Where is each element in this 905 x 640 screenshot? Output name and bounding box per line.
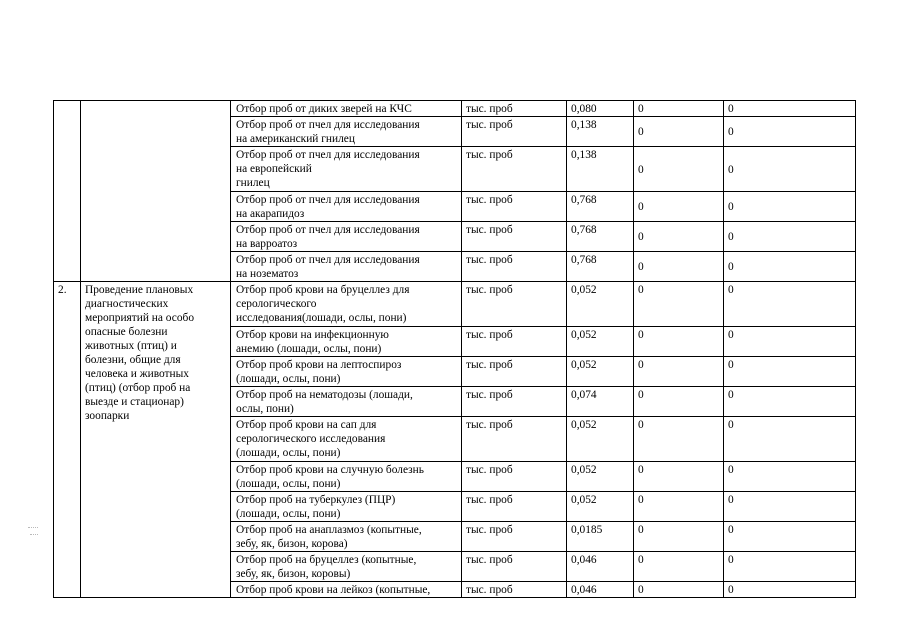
value-cell: 0,052	[567, 462, 634, 492]
col6-cell: 0	[724, 357, 856, 387]
unit-cell: тыс. проб	[462, 147, 567, 192]
unit-cell: тыс. проб	[462, 492, 567, 522]
col6-cell: 0	[724, 327, 856, 357]
description-cell: Отбор проб от пчел для исследования на американский гнилец	[231, 117, 462, 147]
value-cell: 0,052	[567, 417, 634, 462]
value-cell: 0,138	[567, 147, 634, 192]
description-cell: Отбор проб от пчел для исследования на акарапидоз	[231, 192, 462, 222]
unit-cell: тыс. проб	[462, 387, 567, 417]
col5-cell: 0	[634, 327, 724, 357]
value-cell: 0,080	[567, 101, 634, 117]
row-number-cell	[54, 101, 81, 282]
value-cell: 0,046	[567, 552, 634, 582]
unit-cell: тыс. проб	[462, 522, 567, 552]
description-cell: Отбор крови на инфекционную анемию (лошади, ослы, пони)	[231, 327, 462, 357]
value-cell: 0,768	[567, 222, 634, 252]
col6-cell: 0	[724, 417, 856, 462]
col5-cell: 0	[634, 492, 724, 522]
scan-artifact	[30, 534, 38, 536]
value-cell: 0,052	[567, 492, 634, 522]
group-cell: Проведение плановых диагностических мероприятий на особо опасные болезни животных (птиц) и болезни, общие для человека и животных (птиц) (отбор проб на выезде и стационар) зоопарки	[81, 282, 231, 598]
col6-cell: 0	[724, 252, 856, 282]
value-cell: 0,0185	[567, 522, 634, 552]
description-cell: Отбор проб на нематодозы (лошади, ослы, пони)	[231, 387, 462, 417]
col5-cell: 0	[634, 462, 724, 492]
col5-cell: 0	[634, 222, 724, 252]
value-cell: 0,052	[567, 282, 634, 327]
value-cell: 0,074	[567, 387, 634, 417]
value-cell: 0,768	[567, 252, 634, 282]
col5-cell: 0	[634, 387, 724, 417]
col5-cell: 0	[634, 582, 724, 598]
description-cell: Отбор проб от диких зверей на КЧС	[231, 101, 462, 117]
col5-cell: 0	[634, 282, 724, 327]
description-cell: Отбор проб крови на бруцеллез для серологического исследования(лошади, ослы, пони)	[231, 282, 462, 327]
col6-cell: 0	[724, 462, 856, 492]
row-number-cell: 2.	[54, 282, 81, 598]
data-table	[53, 100, 856, 598]
description-cell: Отбор проб на туберкулез (ПЦР) (лошади, ослы, пони)	[231, 492, 462, 522]
unit-cell: тыс. проб	[462, 582, 567, 598]
scan-artifact	[28, 527, 38, 529]
description-cell: Отбор проб крови на лейкоз (копытные,	[231, 582, 462, 598]
unit-cell: тыс. проб	[462, 327, 567, 357]
description-cell: Отбор проб от пчел для исследования на варроатоз	[231, 222, 462, 252]
col5-cell: 0	[634, 252, 724, 282]
col6-cell: 0	[724, 192, 856, 222]
unit-cell: тыс. проб	[462, 252, 567, 282]
col6-cell: 0	[724, 101, 856, 117]
group-cell	[81, 101, 231, 282]
description-cell: Отбор проб крови на лептоспироз (лошади, ослы, пони)	[231, 357, 462, 387]
col5-cell: 0	[634, 357, 724, 387]
description-cell: Отбор проб на анаплазмоз (копытные, зебу, як, бизон, корова)	[231, 522, 462, 552]
description-cell: Отбор проб от пчел для исследования на нозематоз	[231, 252, 462, 282]
value-cell: 0,046	[567, 582, 634, 598]
col5-cell: 0	[634, 552, 724, 582]
col6-cell: 0	[724, 387, 856, 417]
table-row	[54, 282, 856, 327]
value-cell: 0,052	[567, 357, 634, 387]
col6-cell: 0	[724, 582, 856, 598]
col6-cell: 0	[724, 117, 856, 147]
col6-cell: 0	[724, 282, 856, 327]
value-cell: 0,768	[567, 192, 634, 222]
unit-cell: тыс. проб	[462, 117, 567, 147]
col5-cell: 0	[634, 147, 724, 192]
col6-cell: 0	[724, 552, 856, 582]
value-cell: 0,138	[567, 117, 634, 147]
col5-cell: 0	[634, 522, 724, 552]
unit-cell: тыс. проб	[462, 552, 567, 582]
value-cell: 0,052	[567, 327, 634, 357]
col6-cell: 0	[724, 492, 856, 522]
col5-cell: 0	[634, 192, 724, 222]
col5-cell: 0	[634, 101, 724, 117]
unit-cell: тыс. проб	[462, 357, 567, 387]
unit-cell: тыс. проб	[462, 222, 567, 252]
col6-cell: 0	[724, 147, 856, 192]
table-row	[54, 101, 856, 117]
unit-cell: тыс. проб	[462, 282, 567, 327]
description-cell: Отбор проб на бруцеллез (копытные, зебу, як, бизон, коровы)	[231, 552, 462, 582]
description-cell: Отбор проб крови на случную болезнь (лошади, ослы, пони)	[231, 462, 462, 492]
description-cell: Отбор проб крови на сап для серологического исследования (лошади, ослы, пони)	[231, 417, 462, 462]
description-cell: Отбор проб от пчел для исследования на европейский гнилец	[231, 147, 462, 192]
col5-cell: 0	[634, 117, 724, 147]
col6-cell: 0	[724, 222, 856, 252]
unit-cell: тыс. проб	[462, 462, 567, 492]
unit-cell: тыс. проб	[462, 417, 567, 462]
unit-cell: тыс. проб	[462, 192, 567, 222]
col6-cell: 0	[724, 522, 856, 552]
col5-cell: 0	[634, 417, 724, 462]
unit-cell: тыс. проб	[462, 101, 567, 117]
